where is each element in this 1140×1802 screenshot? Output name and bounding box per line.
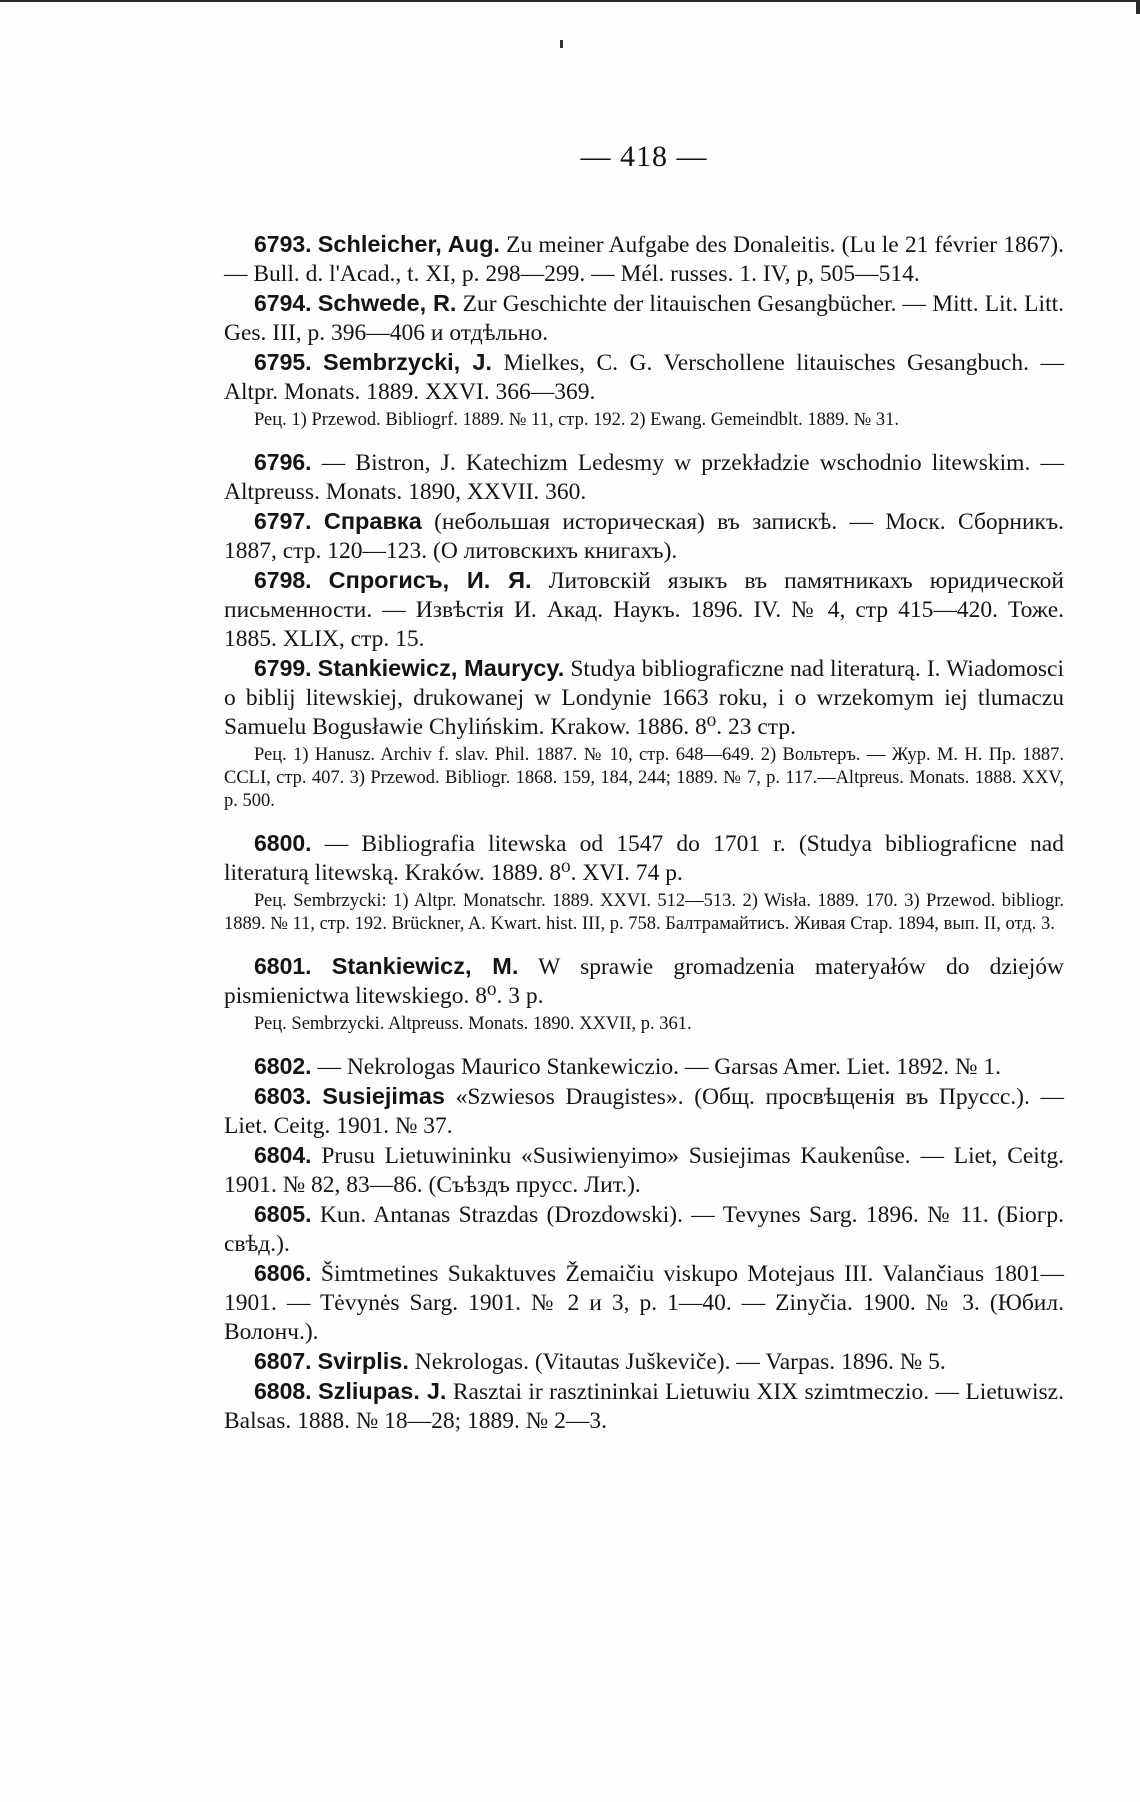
entry-6793 [224, 230, 1064, 289]
entry-text: Nekrologas. (Vitautas Juškeviče). — Varpas. 1896. № 5. [408, 1349, 946, 1375]
entry-6800 [224, 829, 1064, 888]
page-number: — 418 — [580, 140, 708, 173]
scan-speck [560, 40, 563, 48]
scan-corner-mark [1136, 0, 1140, 14]
entry-text: Mielkes, C. G. Verschollene litauisches Gesangbuch. — Altpr. Monats. 1889. XXVI. 366—369. [224, 350, 1064, 405]
entry-6804 [224, 1141, 1064, 1200]
entry-review: Рец. 1) Przewod. Bibliogrf. 1889. № 11, стр. 192. 2) Ewang. Gemeindblt. 1889. № 31. [254, 410, 900, 430]
entry-number: 6798. [254, 567, 312, 593]
entry-heading: Svirplis. [317, 1348, 409, 1374]
entry-text: (небольшая историческая) въ запискѣ. — Моск. Сборникъ. 1887, стр. 120—123. (О литовскихъ книгахъ). [224, 509, 1065, 564]
entry-6795 [224, 348, 1064, 407]
entry-heading: Susiejimas [322, 1083, 445, 1109]
entry-number: 6805. [254, 1201, 312, 1227]
entry-6808 [224, 1377, 1064, 1436]
entry-heading: Справка [323, 508, 422, 534]
entry-number: 6797. [254, 508, 312, 534]
entry-text: — Bistron, J. Katechizm Ledesmy w przekładzie wschodnio litewskim. — Altpreuss. Monats. 1890, XXVII. 360. [224, 450, 1064, 505]
entry-heading: Stankiewicz, Maurycy. [317, 655, 565, 681]
entry-text: «Szwiesos Draugistes». (Общ. просвѣщенія въ Пруссс.). — Liet. Ceitg. 1901. № 37. [224, 1084, 1064, 1139]
entry-6801 [224, 952, 1064, 1011]
entry-text: Šimtmetines Sukaktuves Žemaičiu viskupo Motejaus III. Valančiaus 1801—1901. — Tėvynės Sarg. 1901. № 2 и 3, p. 1—40. — Zinyčia. 1900. № 3. (Юбил. Волонч.). [224, 1261, 1064, 1345]
entry-number: 6793. [254, 231, 312, 257]
entry-number: 6804. [254, 1142, 312, 1168]
entry-heading: Sembrzycki, J. [323, 349, 492, 375]
entry-number: 6807. [254, 1348, 312, 1374]
entry-text: — Nekrologas Maurico Stankewiczio. — Garsas Amer. Liet. 1892. № 1. [311, 1054, 1001, 1080]
entry-text: — Bibliografia litewska od 1547 do 1701 r. (Studya bibliograficne nad literaturą litewską. Kraków. 1889. 8⁰. XVI. 74 p. [224, 831, 1064, 886]
entry-6803 [224, 1082, 1064, 1141]
entry-6807 [224, 1347, 1064, 1377]
entry-review: Рец. Sembrzycki. Altpreuss. Monats. 1890. XXVII, p. 361. [254, 1014, 692, 1034]
entry-number: 6803. [254, 1083, 312, 1109]
entry-6805 [224, 1200, 1064, 1259]
entry-6794 [224, 289, 1064, 348]
entry-6796 [224, 448, 1064, 507]
entry-number: 6802. [254, 1053, 312, 1079]
entry-text: Prusu Lietuwininku «Susiwienyimo» Susiejimas Kaukenûse. — Liet, Ceitg. 1901. № 82, 83—86. (Съѣздъ прусс. Лит.). [224, 1143, 1064, 1198]
entry-heading: Schwede, R. [317, 290, 457, 316]
entry-review: Рец. 1) Hanusz. Archiv f. slav. Phil. 1887. № 10, стр. 648—649. 2) Вольтеръ. — Жур. М. Н. Пр. 1887. CCLI, стр. 407. 3) Przewod. Bibliogr. 1868. 159, 184, 244; 1889. № 7, p. 117.—Altpreus. Monats. 1888. XXV, p. 500. [224, 745, 1064, 811]
scan-top-border [0, 0, 1140, 2]
entry-number: 6800. [254, 830, 312, 856]
entry-text: Литовскій языкъ въ памятникахъ юридической письменности. — Извѣстія И. Акад. Наукъ. 1896. IV. № 4, стр 415—420. Тоже. 1885. XLIX, стр. 15. [224, 568, 1064, 652]
entry-heading: Schleicher, Aug. [317, 231, 500, 257]
entry-text: W sprawie gromadzenia materyałów do dziejów pismienictwa litewskiego. 8⁰. 3 p. [224, 954, 1065, 1009]
entry-6802 [224, 1052, 1064, 1082]
entry-number: 6794. [254, 290, 312, 316]
entry-number: 6808. [254, 1378, 312, 1404]
entry-text: Studya bibliograficzne nad literaturą. I. Wiadomosci o biblij litewskiej, drukowanej w Londynie 1663 roku, i o wrzekomym iej tlumaczu Samuelu Bogusławie Chylińskim. Krakow. 1886. 8⁰. 23 стр. [224, 656, 1065, 740]
entry-number: 6801. [254, 953, 312, 979]
entry-text: Kun. Antanas Strazdas (Drozdowski). — Tevynes Sarg. 1896. № 11. (Біогр. свѣд.). [224, 1202, 1064, 1257]
entry-text: Rasztai ir rasztininkai Lietuwiu XIX szimtmeczio. — Lietuwisz. Balsas. 1888. № 18—28; 1889. № 2—3. [224, 1379, 1064, 1434]
entry-review: Рец. Sembrzycki: 1) Altpr. Monatschr. 1889. XXVI. 512—513. 2) Wisła. 1889. 170. 3) Przewod. bibliogr. 1889. № 11, стр. 192. Brückner, A. Kwart. hist. III, p. 758. Балтрамайтисъ. Живая Стар. 1894, вып. II, отд. 3. [224, 891, 1064, 934]
entry-number: 6799. [254, 655, 312, 681]
entry-number: 6806. [254, 1260, 312, 1286]
page-body [224, 140, 1064, 1436]
entry-6806 [224, 1259, 1064, 1347]
entry-number: 6796. [254, 449, 312, 475]
entry-number: 6795. [254, 349, 312, 375]
entry-6798 [224, 566, 1064, 654]
entry-heading: Спрогисъ, И. Я. [328, 567, 532, 593]
entry-heading: Stankiewicz, M. [331, 953, 519, 979]
entry-text: Zur Geschichte der litauischen Gesangbücher. — Mitt. Lit. Litt. Ges. III, p. 396—406 и отдѣльно. [224, 291, 1064, 346]
entry-6797 [224, 507, 1064, 566]
entry-heading: Szliupas. J. [317, 1378, 447, 1404]
entry-text: Zu meiner Aufgabe des Donaleitis. (Lu le 21 février 1867). — Bull. d. l'Acad., t. XI, p. 298—299. — Mél. russes. 1. IV, p, 505—514. [224, 232, 1064, 287]
entry-6799 [224, 654, 1064, 742]
